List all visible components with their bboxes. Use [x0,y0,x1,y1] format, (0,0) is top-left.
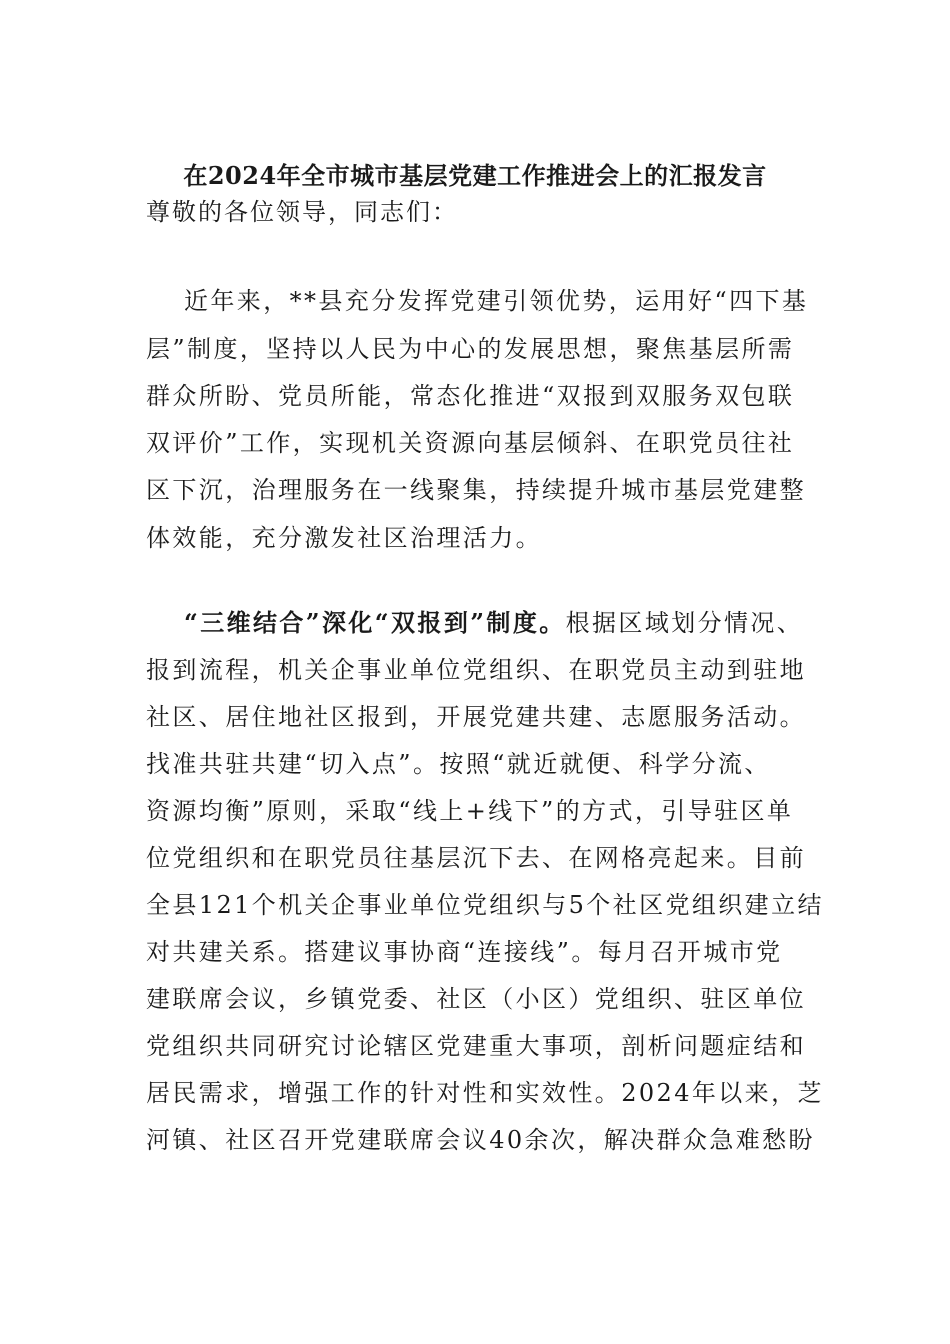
paragraph-line: 对共建关系。搭建议事协商“连接线”。每月召开城市党 [146,938,783,966]
paragraph-line: 建联席会议，乡镇党委、社区（小区）党组织、驻区单位 [146,985,806,1013]
paragraph-line: 区下沉，治理服务在一线聚集，持续提升城市基层党建整 [146,476,806,504]
paragraph-line: 全县121个机关企事业单位党组织与5个社区党组织建立结 [146,891,824,919]
paragraph-line: 近年来，**县充分发挥党建引领优势，运用好“四下基 [184,287,809,315]
paragraph-line: 居民需求，增强工作的针对性和实效性。2024年以来，芝 [146,1079,824,1107]
heading-continuation: 根据区域划分情况、 [565,609,804,637]
paragraph-line: 社区、居住地社区报到，开展党建共建、志愿服务活动。 [146,703,806,731]
paragraph-line: 找准共驻共建“切入点”。按照“就近就便、科学分流、 [146,750,771,778]
paragraph-line: 双评价”工作，实现机关资源向基层倾斜、在职党员往社 [146,429,795,457]
paragraph-first-line [184,605,803,641]
paragraph-line: 河镇、社区召开党建联席会议40余次，解决群众急难愁盼 [146,1126,815,1154]
paragraph-line: 资源均衡”原则，采取“线上+线下”的方式，引导驻区单 [146,797,794,825]
paragraph-line: 层”制度，坚持以人民为中心的发展思想，聚焦基层所需 [146,335,795,363]
paragraph-line: 体效能，充分激发社区治理活力。 [146,524,542,552]
paragraph-line: 报到流程，机关企事业单位党组织、在职党员主动到驻地 [146,656,806,684]
paragraph-line: 党组织共同研究讨论辖区党建重大事项，剖析问题症结和 [146,1032,806,1060]
paragraph-line: 群众所盼、党员所能，常态化推进“双报到双服务双包联 [146,382,795,410]
salutation: 尊敬的各位领导，同志们： [146,198,458,226]
section-heading: “三维结合”深化“双报到”制度。 [184,608,566,637]
paragraph-line: 位党组织和在职党员往基层沉下去、在网格亮起来。目前 [146,844,806,872]
document-title: 在2024年全市城市基层党建工作推进会上的汇报发言 [183,161,767,190]
